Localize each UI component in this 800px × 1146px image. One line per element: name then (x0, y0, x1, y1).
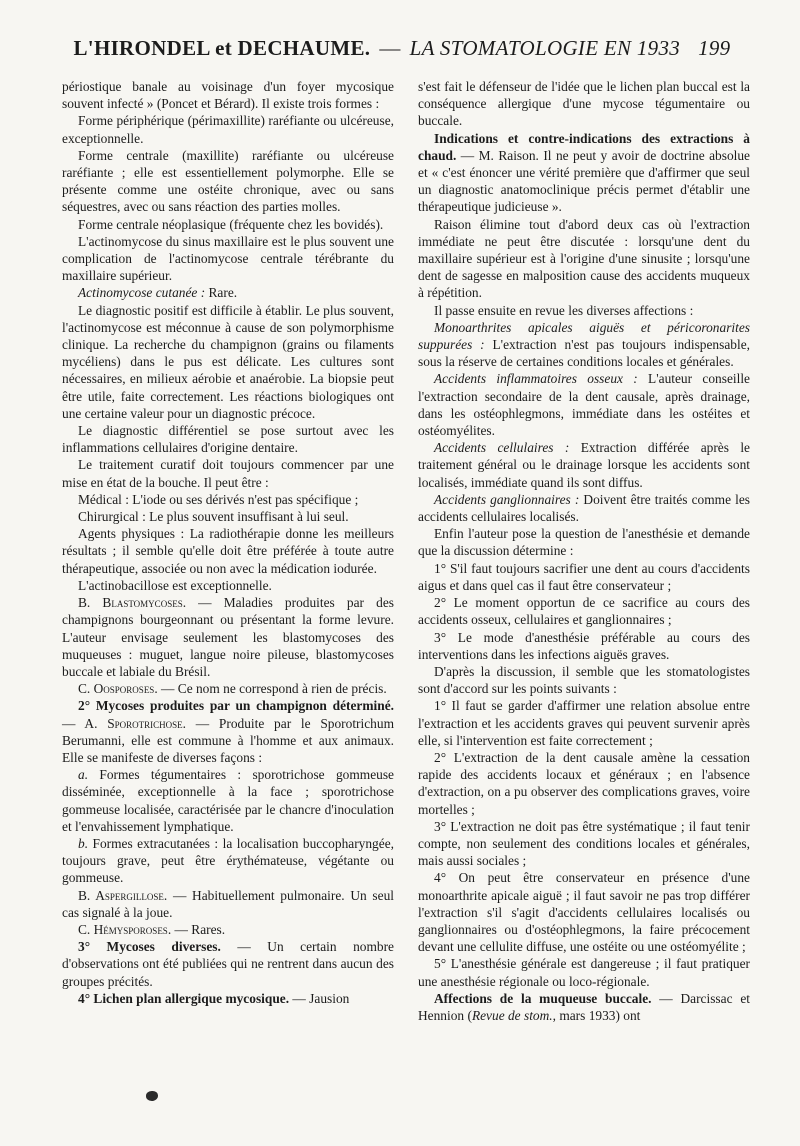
paragraph-segment: 2° Le moment opportun de ce sacrifice au cours des accidents osseux, cellulaires et ganglionnaires ; (418, 595, 750, 628)
paragraph (418, 697, 750, 749)
paragraph (62, 938, 394, 990)
paragraph (62, 233, 394, 285)
paragraph-segment: — Rares. (171, 921, 226, 937)
paragraph-segment: L'auteur conseille l'extraction secondaire de la dent causale, après drainage, dans les ostéophlegmons, immédiate dans les ostéites et ostéomyélites. (418, 371, 750, 439)
paragraph-segment: B. Aspergillose. (78, 887, 168, 903)
paragraph-segment: Rare. (205, 285, 238, 301)
paragraph-segment: Actinomycose cutanée : (78, 285, 206, 301)
paragraph-segment: Forme centrale (maxillite) raréfiante ou ulcéreuse raréfiante ; elle est essentiellement polymorphe. Elle se présente comme une ostéite chronique, avec ou sans séquestres, avec ou sans réaction des parties molles. (62, 147, 394, 215)
paragraph (418, 439, 750, 491)
paragraph (62, 284, 394, 301)
paragraph-segment: — Habituellement pulmonaire. Un seul cas signalé à la joue. (62, 887, 394, 920)
paragraph (62, 491, 394, 508)
paragraph-segment: 3° Le mode d'anesthésie préférable au cours des interventions dans les infections aiguës graves. (418, 629, 750, 662)
paragraph (62, 422, 394, 456)
paragraph-segment: Doivent être traités comme les accidents cellulaires localisés. (418, 491, 750, 525)
paragraph-segment: 5° L'anesthésie générale est dangereuse ; il faut pratiquer une anesthésie régionale ou loco-régionale. (418, 956, 750, 989)
paragraph-segment: 1° Il faut se garder d'affirmer une relation absolue entre l'extraction et les accidents graves qui peuvent survenir après elle, si l'intervention est faite correctement ; (418, 698, 750, 748)
paragraph (62, 835, 394, 887)
paragraph-segment: Formes tégumentaires : sporotrichose gommeuse disséminée, exceptionnelle à la face ; sporotrichose gommeuse localisée, caractérisée par le chancre d'inoculation et l'envahissement lymphatique. (62, 767, 394, 834)
paragraph-segment: Revue de stom. (471, 1007, 553, 1023)
paragraph-segment: — Un certain nombre d'observations ont été publiées qui ne rentrent dans aucun des groupes précités. (62, 939, 394, 989)
paragraph-segment: Monoarthrites apicales aiguës et péricoronarites suppurées : (418, 319, 750, 353)
paragraph-segment: Raison élimine tout d'abord deux cas où l'extraction immédiate ne peut être discutée : lorsqu'une dent du maxillaire supérieur est à l'origine d'une sinusite ; lorsqu'une dent de sagesse en malposition cause des accidents muqueux à répétition. (418, 216, 750, 301)
paragraph (62, 697, 394, 766)
paragraph-segment: Enfin l'auteur pose la question de l'anesthésie et demande que la discussion détermine : (418, 526, 750, 559)
paragraph (418, 560, 750, 594)
header-dash: — (379, 36, 401, 60)
paragraph-segment: C. Oosporoses. (78, 681, 158, 697)
paragraph-segment: Formes extracutanées : la localisation buccopharyngée, toujours grave, peut être érythémateuse, végétante ou gommeuse. (62, 835, 394, 886)
paragraph-segment: — Produite par le Sporotrichum Berumanni, elle est commune à l'homme et aux animaux. Elle se manifeste de diverses façons : (62, 715, 394, 765)
paragraph (62, 112, 394, 146)
paragraph-segment: — Ce nom ne correspond à rien de précis. (157, 681, 387, 697)
paragraph-segment: — A. Sporotrichose. (62, 715, 186, 731)
paragraph (418, 818, 750, 870)
paragraph (418, 302, 750, 319)
paragraph (418, 955, 750, 989)
paragraph (62, 525, 394, 577)
paragraph-segment: b. (78, 835, 89, 851)
paragraph-segment: L'actinomycose du sinus maxillaire est le plus souvent une complication de l'actinomycose centrale térébrante du maxillaire supérieur. (62, 233, 394, 284)
paragraph (418, 594, 750, 628)
paragraph (62, 766, 394, 835)
paragraph (418, 749, 750, 818)
paragraph (62, 887, 394, 921)
header-authors: L'HIRONDEL et DECHAUME. (73, 36, 371, 60)
paragraph-segment: Accidents inflammatoires osseux : (434, 371, 638, 387)
paragraph-segment: Le traitement curatif doit toujours commencer par une mise en état de la bouche. Il peut être : (62, 457, 394, 490)
paragraph (418, 663, 750, 697)
paragraph-segment: 2° Mycoses produites par un champignon déterminé. (78, 698, 394, 714)
paragraph (418, 319, 750, 371)
paragraph (418, 216, 750, 302)
paragraph (418, 491, 750, 525)
paragraph (62, 680, 394, 697)
paragraph-segment: Forme périphérique (périmaxillite) raréfiante ou ulcéreuse, exceptionnelle. (62, 113, 394, 146)
paragraph-segment: Le diagnostic différentiel se pose surtout avec les inflammations cellulaires d'origine dentaire. (62, 423, 394, 456)
paragraph (62, 147, 394, 216)
paragraph-segment: — Jausion (289, 990, 350, 1006)
paragraph-segment: Accidents cellulaires : (434, 440, 570, 456)
paragraph-segment: a. (78, 767, 89, 783)
paragraph-segment: périostique banale au voisinage d'un foyer mycosique souvent infecté » (Poncet et Bérard). Il existe trois formes : (62, 79, 394, 112)
paragraph (62, 456, 394, 490)
paragraph-segment: — Maladies produites par des champignons bourgeonnant ou présentant la forme levure. L'auteur envisage seulement les blastomycoses des muqueuses : muguet, langue noire pileuse, blastomycoses buccale et labiale du Brésil. (62, 595, 394, 679)
paragraph-segment: Extraction différée après le traitement général ou le drainage lorsque les accidents sont localisés, immédiate quand ils sont diffus. (418, 440, 751, 490)
paragraph-segment: s'est fait le défenseur de l'idée que le lichen plan buccal est la conséquence allergique d'une mycose tégumentaire ou buccale. (418, 79, 750, 129)
paragraph (418, 78, 750, 130)
paragraph-segment: Affections de la muqueuse buccale. (434, 990, 652, 1006)
paragraph (418, 130, 750, 216)
header-journal-title: LA STOMATOLOGIE EN 1933 (409, 36, 681, 60)
paragraph-segment: 4° On peut être conservateur en présence d'une monoarthrite apicale aiguë ; il faut savoir ne pas trop différer l'extraction s'il s'agit d'accidents cellulaires localisés ou ganglionnaires ou d'ostéophlegmons, la faire précocement devant une cellulite diffuse, une ostéite ou une ostéomyélite ; (418, 870, 750, 955)
paragraph (62, 594, 394, 680)
paragraph (62, 508, 394, 525)
paragraph (418, 990, 750, 1024)
paragraph (62, 577, 394, 594)
paragraph-segment: 3° L'extraction ne doit pas être systématique ; il faut tenir compte, non seulement des conditions locales et générales, mais aussi sociales ; (418, 818, 750, 869)
paragraph (418, 370, 750, 439)
paragraph-segment: Il passe ensuite en revue les diverses affections : (434, 302, 694, 318)
paragraph-segment: — M. Raison. Il ne peut y avoir de doctrine absolue et « c'est énoncer une vérité première que d'affirmer que seul un diagnostic anatomoclinique précis permet d'établir une thérapeutique judicieuse ». (418, 147, 750, 215)
paragraph (62, 990, 394, 1007)
paragraph (418, 869, 750, 955)
paragraph-segment: Accidents ganglionnaires : (434, 491, 580, 507)
paragraph-segment: Chirurgical : Le plus souvent insuffisant à lui seul. (78, 509, 349, 525)
page-number: 199 (698, 36, 731, 60)
paragraph-segment: 2° L'extraction de la dent causale amène la cessation rapide des accidents locaux et généraux ; en l'absence d'extraction, on a pu observer des complications graves, voire mortelles ; (418, 749, 750, 817)
paragraph-segment: 1° S'il faut toujours sacrifier une dent au cours d'accidents aigus et dans quel cas il faut être conservateur ; (418, 560, 750, 593)
running-header (62, 36, 742, 76)
paragraph-segment: , mars 1933) ont (552, 1007, 641, 1023)
paragraph (62, 302, 394, 422)
paragraph-segment: Forme centrale néoplasique (fréquente chez les bovidés). (78, 216, 384, 232)
paragraph-segment: Médical : L'iode ou ses dérivés n'est pas spécifique ; (78, 491, 359, 507)
paragraph-segment: D'après la discussion, il semble que les stomatologistes sont d'accord sur les points suivants : (418, 663, 750, 697)
paragraph (62, 921, 394, 938)
paragraph-segment: L'actinobacillose est exceptionnelle. (78, 577, 272, 593)
left-text-column (62, 78, 394, 1007)
paragraph-segment: L'extraction n'est pas toujours indispensable, sous la réserve de certaines conditions locales et générales. (418, 337, 750, 370)
paragraph-segment: 4° Lichen plan allergique mycosique. (78, 990, 290, 1006)
paragraph (62, 78, 394, 112)
paragraph-segment: — Darcissac et Hennion ( (418, 990, 750, 1023)
paragraph-segment: B. Blastomycoses. (78, 595, 187, 611)
paragraph-segment: 3° Mycoses diverses. (78, 939, 221, 955)
paragraph (418, 525, 750, 559)
paragraph (62, 216, 394, 233)
paragraph (418, 629, 750, 663)
paragraph-segment: C. Hémysporoses. (78, 921, 172, 937)
paragraph-segment: Le diagnostic positif est difficile à établir. Le plus souvent, l'actinomycose est méconnue à cause de son polymorphisme clinique. La recherche du champignon (grains ou filaments mycéliens) dans le pus est délicate. Les cultures sont nécessaires, en milieux aérobie et anaérobie. La biopsie peut être utile, faite correctement. Les réactions biologiques ont une certaine valeur pour un diagnostic précoce. (62, 302, 394, 421)
paragraph-segment: Agents physiques : La radiothérapie donne les meilleurs résultats ; il semble qu'elle doit être préférée à toute autre thérapeutique, associée ou non avec la médication iodurée. (62, 526, 394, 576)
ink-blot (146, 1091, 158, 1101)
right-text-column (418, 78, 750, 1024)
paragraph-segment: Indications et contre-indications des extractions à chaud. (418, 130, 750, 163)
